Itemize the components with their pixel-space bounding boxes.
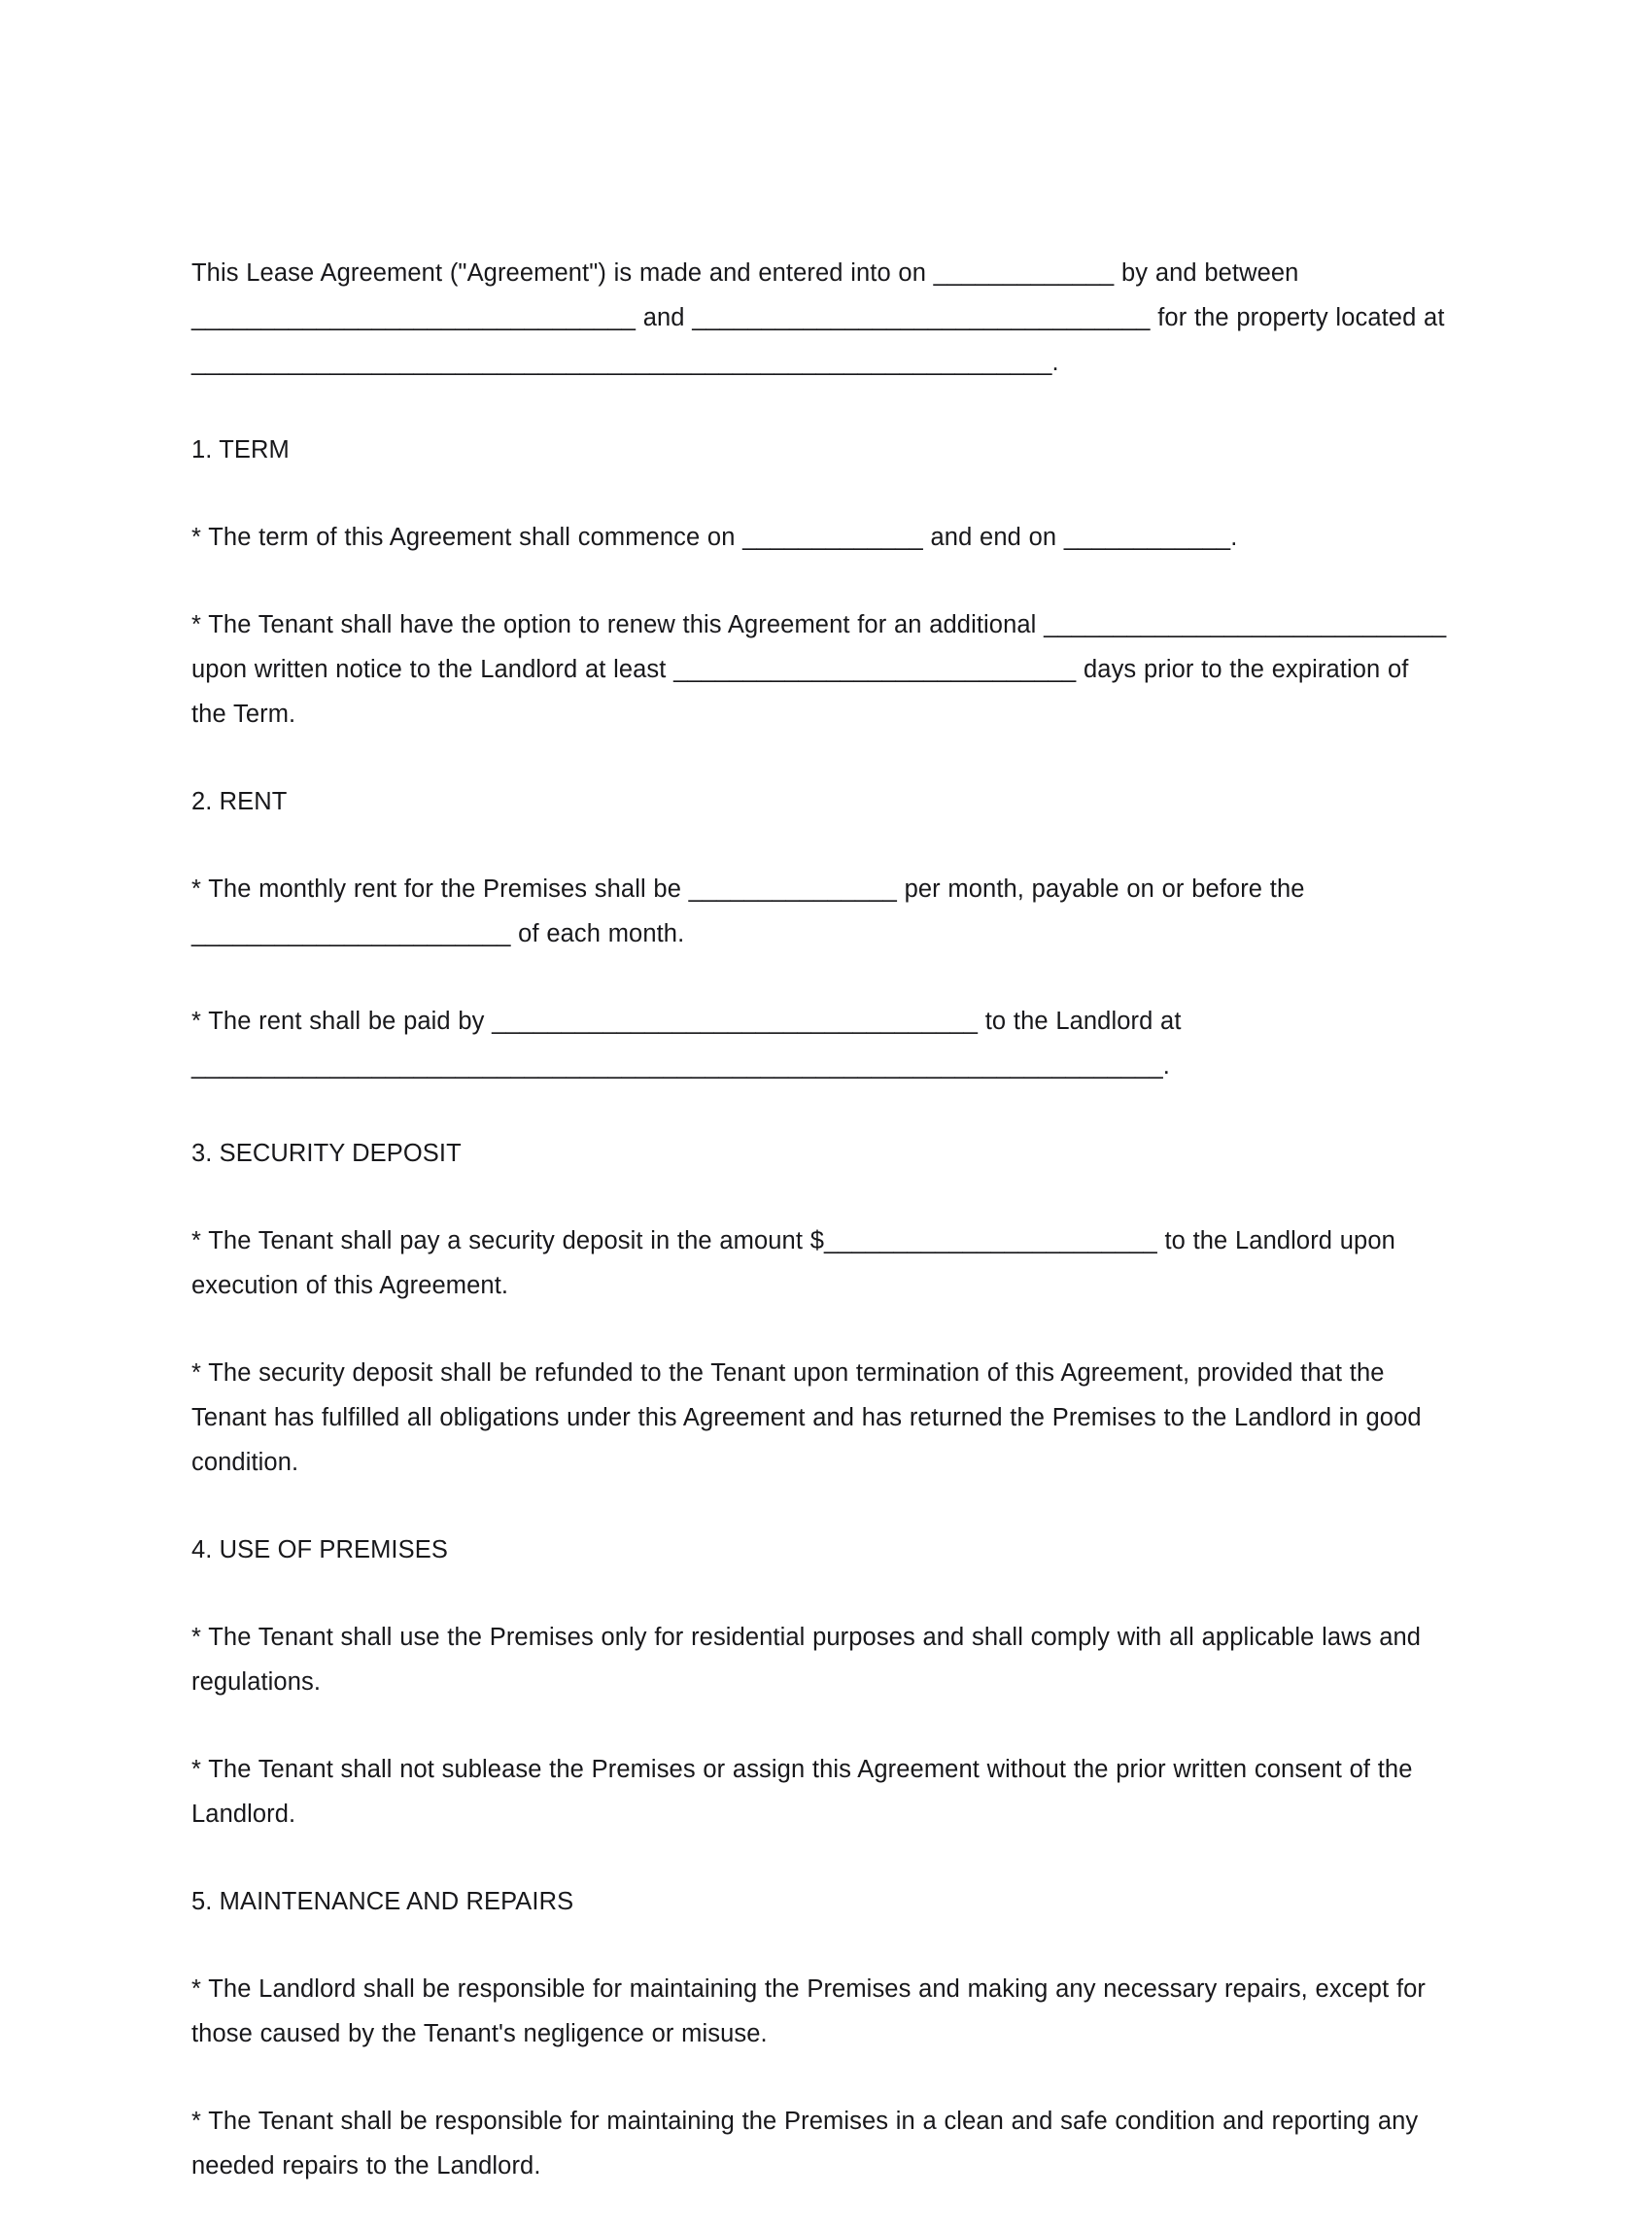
document-body [191, 251, 1450, 2231]
use-bullet-sublease: * The Tenant shall not sublease the Premises or assign this Agreement without the prior written consent of the Landlord. [191, 1756, 1413, 1828]
section-heading-term: 1. TERM [191, 436, 290, 463]
rent-bullet-monthly: * The monthly rent for the Premises shall be _______________ per month, payable on or before the _______________________ of each month. [191, 875, 1305, 947]
intro-paragraph: This Lease Agreement ("Agreement") is made and entered into on _____________ by and between ________________________________ and _________________________________ for the property located at ______________________________________________________________. [191, 259, 1445, 376]
use-bullet-residential: * The Tenant shall use the Premises only for residential purposes and shall comply with all applicable laws and regulations. [191, 1624, 1422, 1696]
maintenance-bullet-landlord: * The Landlord shall be responsible for maintaining the Premises and making any necessary repairs, except for those caused by the Tenant's negligence or misuse. [191, 1975, 1427, 2047]
maintenance-bullet-tenant: * The Tenant shall be responsible for maintaining the Premises in a clean and safe condition and reporting any needed repairs to the Landlord. [191, 2108, 1419, 2180]
section-heading-rent: 2. RENT [191, 788, 288, 815]
term-bullet-renewal: * The Tenant shall have the option to renew this Agreement for an additional _____________________________ upon written notice to the Landlord at least _____________________________ days prior to the expiration of the Term. [191, 611, 1447, 728]
rent-bullet-payment-method: * The rent shall be paid by ___________________________________ to the Landlord at ______________________________________________________________________. [191, 1008, 1182, 1080]
section-heading-security-deposit: 3. SECURITY DEPOSIT [191, 1140, 462, 1167]
deposit-bullet-amount: * The Tenant shall pay a security deposit in the amount $________________________ to the Landlord upon execution of this Agreement. [191, 1227, 1395, 1299]
term-bullet-commencement: * The term of this Agreement shall commence on _____________ and end on ____________. [191, 524, 1238, 551]
section-heading-use-of-premises: 4. USE OF PREMISES [191, 1536, 448, 1563]
deposit-bullet-refund: * The security deposit shall be refunded to the Tenant upon termination of this Agreement, provided that the Tenant has fulfilled all obligations under this Agreement and has returned the Premises to the Landlord in good condition. [191, 1359, 1422, 1476]
section-heading-maintenance-and-repairs: 5. MAINTENANCE AND REPAIRS [191, 1888, 574, 1915]
